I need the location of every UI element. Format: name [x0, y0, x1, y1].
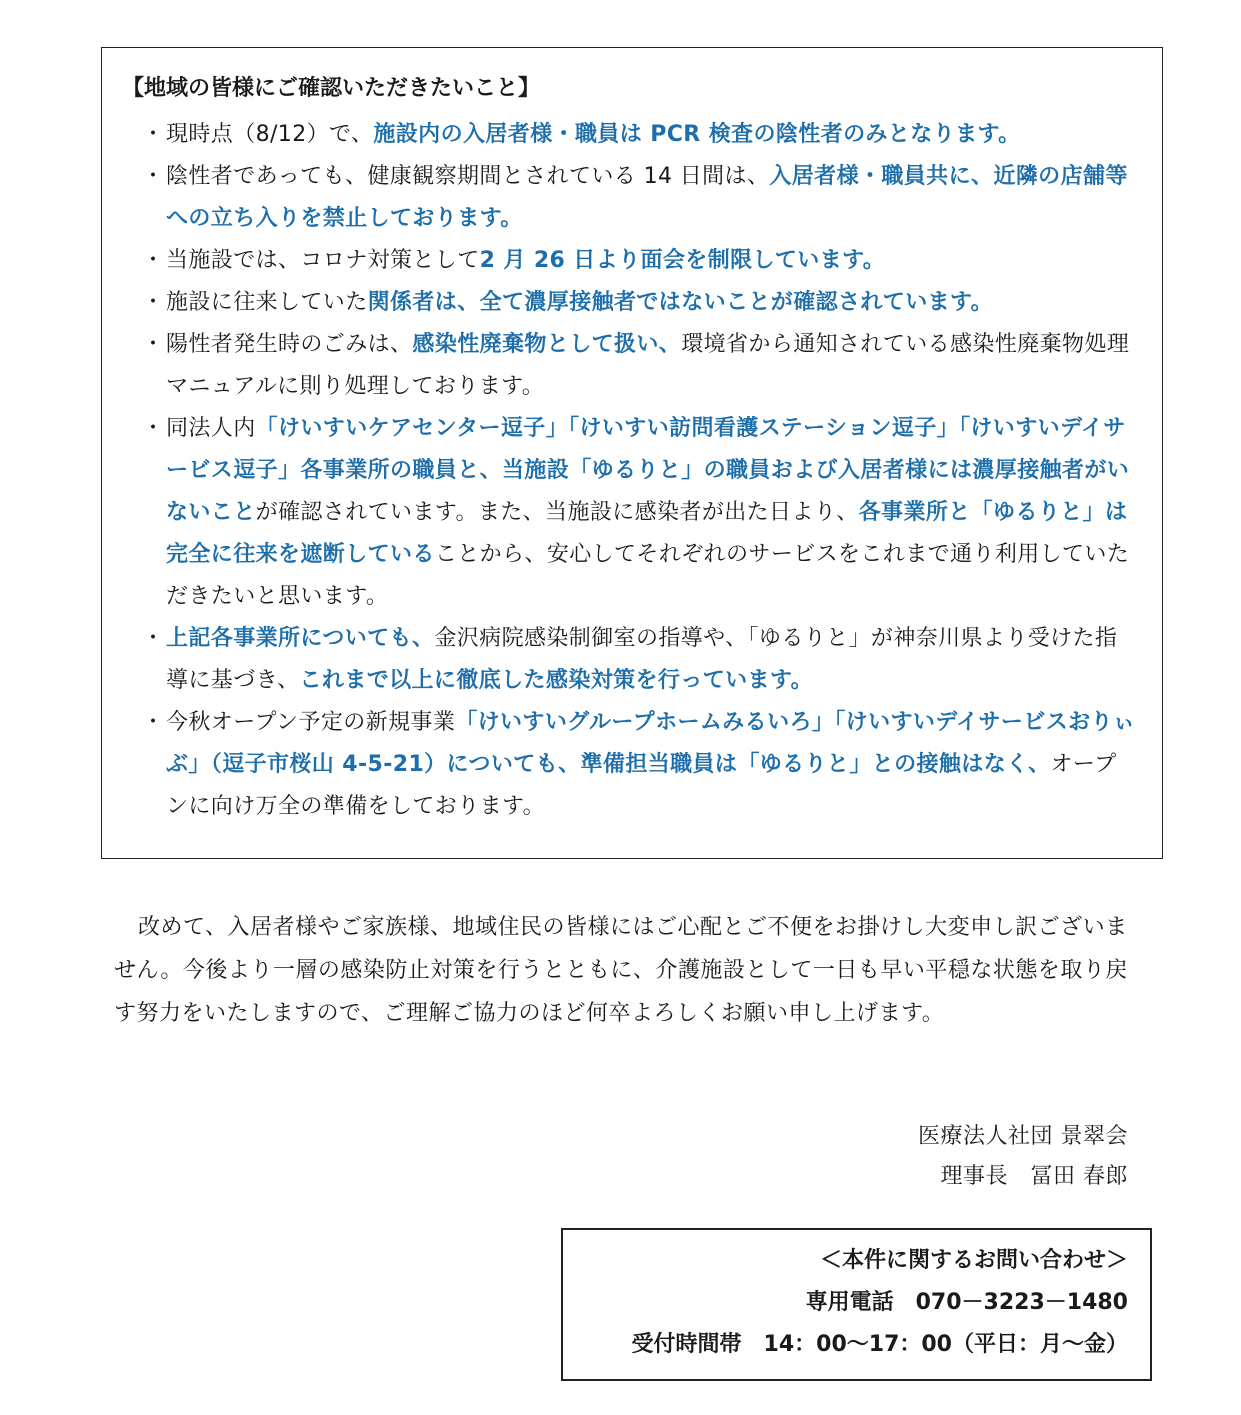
bullet-item: [136, 282, 1136, 324]
body-text: 当施設では、コロナ対策として: [166, 248, 480, 273]
highlighted-text: 入居者様・職員共に、近隣の店舗等への立ち入りを禁止しております。: [166, 164, 1128, 231]
closing-paragraph: 改めて、入居者様やご家族様、地域住民の皆様にはご心配とご不便をお掛けし大変申し訳ございません。今後より一層の感染防止対策を行うとともに、介護施設として一日も早い平穏な状態を取り戻す努力をいたしますので、ご理解ご協力のほど何卒よろしくお願い申し上げます。: [114, 915, 1128, 1026]
highlighted-text: 関係者は、全て濃厚接触者ではないことが確認されています。: [367, 290, 994, 315]
body-text: 施設に往来していた: [166, 290, 368, 315]
bullet-mark: ・: [142, 164, 165, 189]
bullet-mark: ・: [142, 626, 165, 651]
bullet-item: [136, 156, 1136, 240]
contact-title: ＜本件に関するお問い合わせ＞: [819, 1248, 1128, 1273]
highlighted-text: 各事業所と「ゆるりと」は完全に往来を遮断している: [166, 500, 1128, 567]
signature-org: 医療法人社団 景翠会: [918, 1124, 1128, 1149]
body-text: 今秋オープン予定の新規事業: [166, 710, 456, 735]
bullet-list: [136, 114, 1136, 828]
bullet-mark: ・: [142, 122, 165, 147]
bullet-item: [136, 408, 1136, 618]
box-heading: 【地域の皆様にご確認いただきたいこと】: [122, 76, 541, 101]
bullet-item: [136, 114, 1136, 156]
bullet-item: [136, 324, 1136, 408]
body-text: 陽性者発生時のごみは、: [166, 332, 413, 357]
contact-hours: 受付時間帯 14：00～17：00（平日：月～金）: [631, 1332, 1128, 1357]
highlighted-text: 感染性廃棄物として扱い、: [412, 332, 682, 357]
body-text: オープンに向け万全の準備をしております。: [166, 752, 1117, 819]
bullet-mark: ・: [142, 710, 165, 735]
bullet-mark: ・: [142, 332, 165, 357]
body-text: 陰性者であっても、健康観察期間とされている 14 日間は、: [166, 164, 770, 189]
body-text: 同法人内: [166, 416, 256, 441]
bullet-mark: ・: [142, 248, 165, 273]
contact-box: [561, 1228, 1152, 1381]
contact-phone: 専用電話 070－3223－1480: [805, 1290, 1128, 1315]
highlighted-text: 「けいすいグループホームみるいろ」「けいすいデイサービスおりぃぶ」（逗子市桜山 4-5-21）についても、準備担当職員は「ゆるりと」との接触はなく、: [166, 710, 1136, 777]
highlighted-text: 2 月 26 日より面会を制限しています。: [479, 248, 886, 273]
body-text: 金沢病院感染制御室の指導や、「ゆるりと」が神奈川県より受けた指導に基づき、: [166, 626, 1118, 693]
highlighted-text: 「けいすいケアセンター逗子」「けいすい訪問看護ステーション逗子」「けいすいデイサービス逗子」各事業所の職員と、当施設「ゆるりと」の職員および入居者様には濃厚接触者がいないこと: [166, 416, 1130, 525]
bullet-item: [136, 240, 1136, 282]
notice-box: [101, 47, 1163, 859]
highlighted-text: 上記各事業所についても、: [166, 626, 435, 651]
bullet-item: [136, 618, 1136, 702]
highlighted-text: これまで以上に徹底した感染対策を行っています。: [299, 668, 813, 693]
bullet-mark: ・: [142, 416, 165, 441]
bullet-item: [136, 702, 1136, 828]
body-text: ことから、安心してそれぞれのサービスをこれまで通り利用していただきたいと思います。: [166, 542, 1130, 609]
signature-person: 理事長 冨田 春郎: [940, 1164, 1128, 1189]
signature: [918, 1117, 1128, 1197]
body-text: 環境省から通知されている感染性廃棄物処理マニュアルに則り処理しております。: [166, 332, 1130, 399]
bullet-mark: ・: [142, 290, 165, 315]
highlighted-text: 施設内の入居者様・職員は PCR 検査の陰性者のみとなります。: [373, 122, 1021, 147]
body-text: 現時点（8/12）で、: [166, 122, 374, 147]
body-text: が確認されています。また、当施設に感染者が出た日より、: [255, 500, 859, 525]
